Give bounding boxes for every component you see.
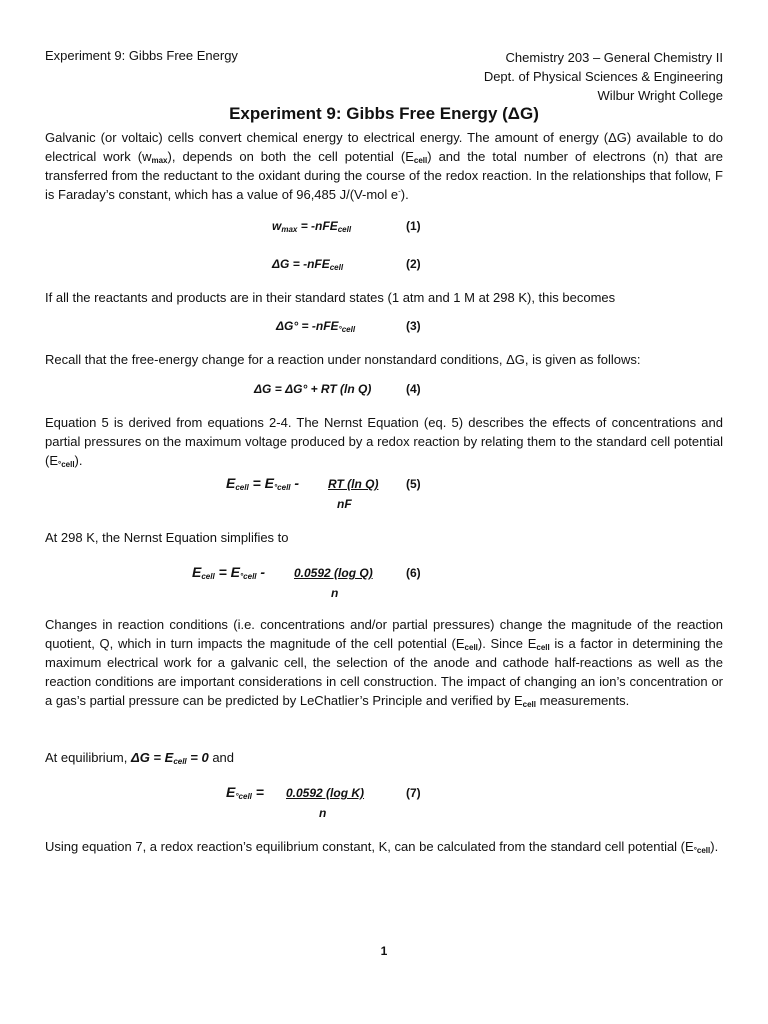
equation-1: $w_{max} = -nFE_{cell}$ <box>272 219 352 234</box>
equation-5-number: (5) <box>406 477 421 491</box>
equation-7-numerator: 0.0592 (log K) <box>286 786 365 800</box>
equation-6-denominator: n <box>331 586 339 600</box>
standard-states-text: If all the reactants and products are in their standard states (1 atm and 1 M at 298 K), this becomes <box>45 290 616 305</box>
page-title: Experiment 9: Gibbs Free Energy (ΔG) <box>229 104 539 123</box>
equilibrium-text: At equilibrium, $\Delta G = E_{cell} = 0$ and <box>45 750 235 766</box>
intro-paragraph: Galvanic (or voltaic) cells convert chemical energy to electrical energy. The amount of energy (ΔG) available to do electrical work $(w_{max})$, depends on both the cell potential $(E_{cell})$ and the total number of electrons (n) that are transferred from the reductant to the oxidant during the course of the redox reaction. In the relationships that follow, F is Faraday’s constant, which has a value of 96,485 J/(V-mol e-). <box>45 130 724 202</box>
equation-7-left: $E_{^\circ cell}$ = <box>226 784 264 801</box>
equation-1-number: (1) <box>406 219 421 233</box>
equation-5-denominator: nF <box>337 497 352 511</box>
header-course: Chemistry 203 – General Chemistry II <box>505 50 723 65</box>
equation-2-number: (2) <box>406 257 421 271</box>
equation-6-number: (6) <box>406 566 421 580</box>
recall-text: Recall that the free-energy change for a reaction under nonstandard conditions, ΔG, is given as follows: <box>45 352 641 367</box>
equation-6-left: $E_{cell} = E_{^\circ cell}$ - <box>192 564 266 581</box>
header-department: Dept. of Physical Sciences & Engineering <box>483 69 723 84</box>
equation-5-left: $E_{cell} = E_{^\circ cell}$ - <box>226 475 300 492</box>
equation-7-denominator: n <box>319 806 327 820</box>
equation-6-numerator: 0.0592 (log Q) <box>294 566 373 580</box>
page-number: 1 <box>380 944 388 958</box>
equation-3: ΔG° = -nFE$_{^\circ cell}$ <box>276 319 356 334</box>
equation-7-number: (7) <box>406 786 421 800</box>
equation-4-number: (4) <box>406 382 421 396</box>
equation-3-number: (3) <box>406 319 421 333</box>
header-experiment-title: Experiment 9: Gibbs Free Energy <box>45 48 238 63</box>
equilibrium-constant-paragraph: Using equation 7, a redox reaction’s equilibrium constant, K, can be calculated from the standard cell potential $(E_{^\circ cell})$. <box>45 839 719 855</box>
nernst-intro-paragraph: Equation 5 is derived from equations 2-4. The Nernst Equation (eq. 5) describes the effects of concentrations and partial pressures on the maximum voltage produced by a redox reaction by relating them to the standard cell potential $(E_{^\circ cell})$. <box>45 415 723 469</box>
equation-4: ΔG = ΔG° + RT (ln Q) <box>254 382 372 396</box>
header-college: Wilbur Wright College <box>597 88 723 103</box>
nernst-298-text: At 298 K, the Nernst Equation simplifies to <box>45 530 289 545</box>
equation-5-numerator: RT (ln Q) <box>328 477 379 491</box>
header-course-info <box>484 48 723 105</box>
equation-2: ΔG = -nFE$_{cell}$ <box>272 257 344 272</box>
reaction-conditions-paragraph: Changes in reaction conditions (i.e. concentrations and/or partial pressures) change the magnitude of the reaction quotient, Q, which in turn impacts the magnitude of the cell potential $(E_{cell})$. Since $E_{cell}$ is a factor in determining the maximum electrical work for a galvanic cell, the selection of the anode and cathode half-reactions as well as the reaction conditions are important considerations in cell construction. The impact of changing an ion’s concentration or a gas’s partial pressure can be predicted by LeChatlier’s Principle and verified by $E_{cell}$ measurements. <box>45 617 723 709</box>
